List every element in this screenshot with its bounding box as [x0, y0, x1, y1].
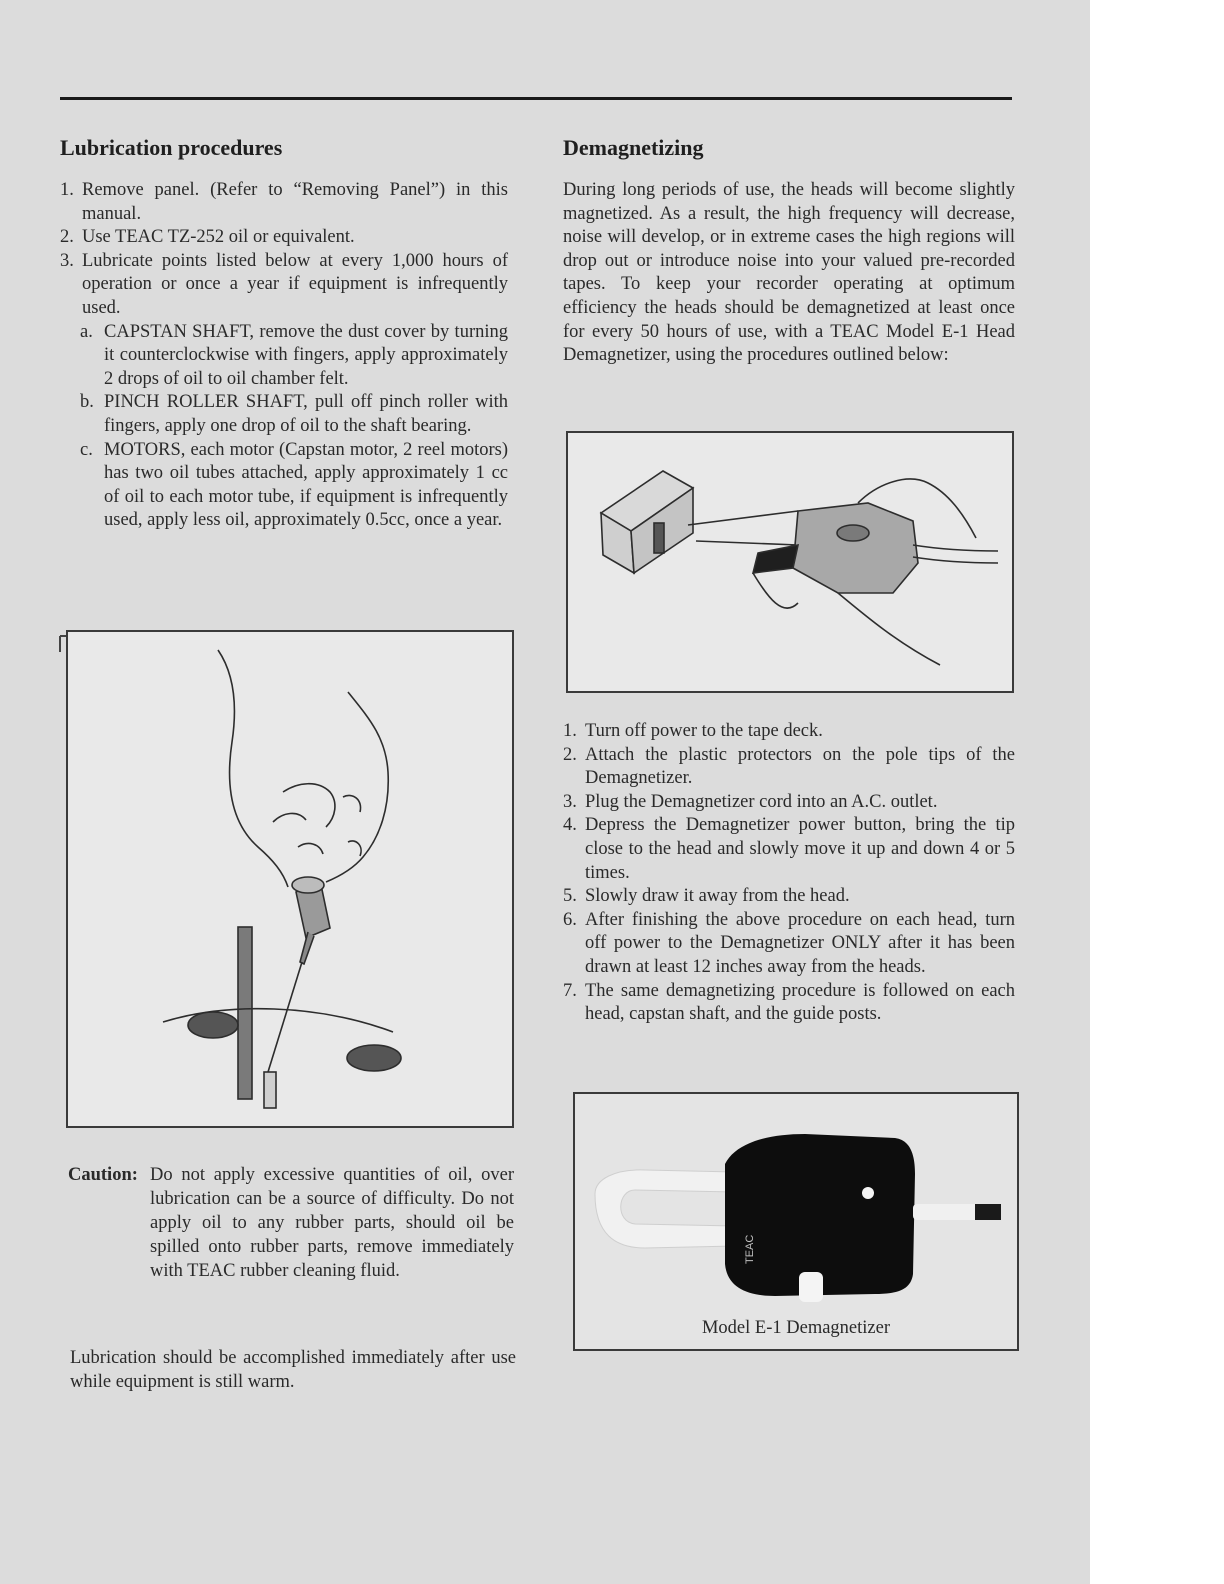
lubrication-subitem [80, 391, 508, 438]
demagnetizing-step [563, 720, 1015, 744]
demagnetizing-step [563, 909, 1015, 980]
subitem-text: PINCH ROLLER SHAFT, pull off pinch roller with fingers, apply one drop of oil to the shaft bearing. [104, 392, 508, 436]
demagnetizing-heading: Demagnetizing [563, 135, 704, 160]
subitem-letter: c. [80, 439, 93, 460]
demagnetizing-step [563, 744, 1015, 791]
demagnetizing-intro: During long periods of use, the heads will become slightly magnetized. As a result, the high frequency will decrease, noise will develop, or in extreme cases the high regions will drop out or introduce noise into your valued pre-recorded tapes. To keep your recorder operating at optimum efficiency the heads should be demagnetized at least once for every 50 hours of use, with a TEAC Model E-1 Head Demagnetizer, using the procedures outlined below: [563, 180, 1015, 366]
step-number: 3. [563, 791, 577, 812]
lubrication-heading: Lubrication procedures [60, 135, 283, 160]
demagnetizing-steps [563, 720, 1015, 1027]
demagnetizer-illustration [566, 431, 1014, 693]
step-text: The same demagnetizing procedure is followed on each head, capstan shaft, and the guide posts. [585, 980, 1015, 1025]
item-text: Use TEAC TZ-252 oil or equivalent. [82, 227, 355, 248]
lubrication-section [60, 134, 508, 533]
lubrication-subitem [80, 321, 508, 392]
step-text: After finishing the above procedure on each head, turn off power to the Demagnetizer ONLY after it has been drawn at least 12 inches away from the heads. [585, 909, 1015, 977]
step-number: 5. [563, 886, 577, 907]
demagnetizing-step [563, 791, 1015, 815]
step-text: Turn off power to the tape deck. [585, 721, 823, 741]
caution-block [68, 1163, 514, 1283]
step-number: 4. [563, 815, 577, 836]
item-number: 2. [60, 227, 74, 248]
oiling-illustration [66, 630, 514, 1128]
item-number: 1. [60, 180, 74, 200]
lubrication-item [60, 226, 508, 250]
step-text: Slowly draw it away from the head. [585, 886, 850, 907]
lubrication-item [60, 250, 508, 321]
step-number: 6. [563, 909, 577, 930]
step-number: 7. [563, 980, 577, 1001]
step-text: Plug the Demagnetizer cord into an A.C. outlet. [585, 791, 938, 812]
oiling-drawing [68, 632, 512, 1126]
demagnetizer-photo [573, 1092, 1019, 1351]
lubrication-item [60, 179, 508, 226]
lubrication-sublist [60, 321, 508, 533]
lubrication-note: Lubrication should be accomplished immediately after use while equipment is still warm. [70, 1347, 516, 1392]
subitem-letter: a. [80, 321, 93, 342]
demagnetizing-step [563, 885, 1015, 909]
step-text: Depress the Demagnetizer power button, bring the tip close to the head and slowly move it up and down 4 or 5 times. [585, 815, 1015, 883]
photo-brand-label: TEAC [744, 1234, 756, 1264]
top-rule [60, 97, 1012, 100]
item-number: 3. [60, 250, 74, 271]
step-number: 2. [563, 744, 577, 765]
step-number: 1. [563, 721, 577, 741]
demagnetizing-step [563, 814, 1015, 885]
demagnetizer-drawing [568, 433, 1012, 691]
demagnetizer-photo-image [575, 1094, 1017, 1309]
caution-text: Do not apply excessive quantities of oil, over lubrication can be a source of difficulty. Do not apply oil to any rubber parts, should oil be spilled onto rubber parts, remove immediately with TEAC rubber cleaning fluid. [150, 1165, 514, 1281]
demagnetizing-step [563, 980, 1015, 1027]
item-text: Lubricate points listed below at every 1,000 hours of operation or once a year if equipment is infrequently used. [82, 250, 508, 318]
lubrication-subitem [80, 439, 508, 533]
item-text: Remove panel. (Refer to “Removing Panel”) in this manual. [82, 180, 508, 224]
step-text: Attach the plastic protectors on the pole tips of the Demagnetizer. [585, 744, 1015, 789]
demagnetizing-section [563, 134, 1015, 368]
subitem-letter: b. [80, 392, 94, 413]
subitem-text: MOTORS, each motor (Capstan motor, 2 reel motors) has two oil tubes attached, apply approximately 1 cc of oil to each motor tube, if equipment is infrequently used, apply less oil, approximately 0.5cc, once a year. [104, 439, 508, 531]
caution-label: Caution: [68, 1165, 138, 1185]
photo-caption: Model E-1 Demagnetizer [701, 1318, 890, 1338]
subitem-text: CAPSTAN SHAFT, remove the dust cover by turning it counterclockwise with fingers, apply approximately 2 drops of oil to oil chamber felt. [104, 321, 508, 389]
lubrication-list [60, 179, 508, 321]
